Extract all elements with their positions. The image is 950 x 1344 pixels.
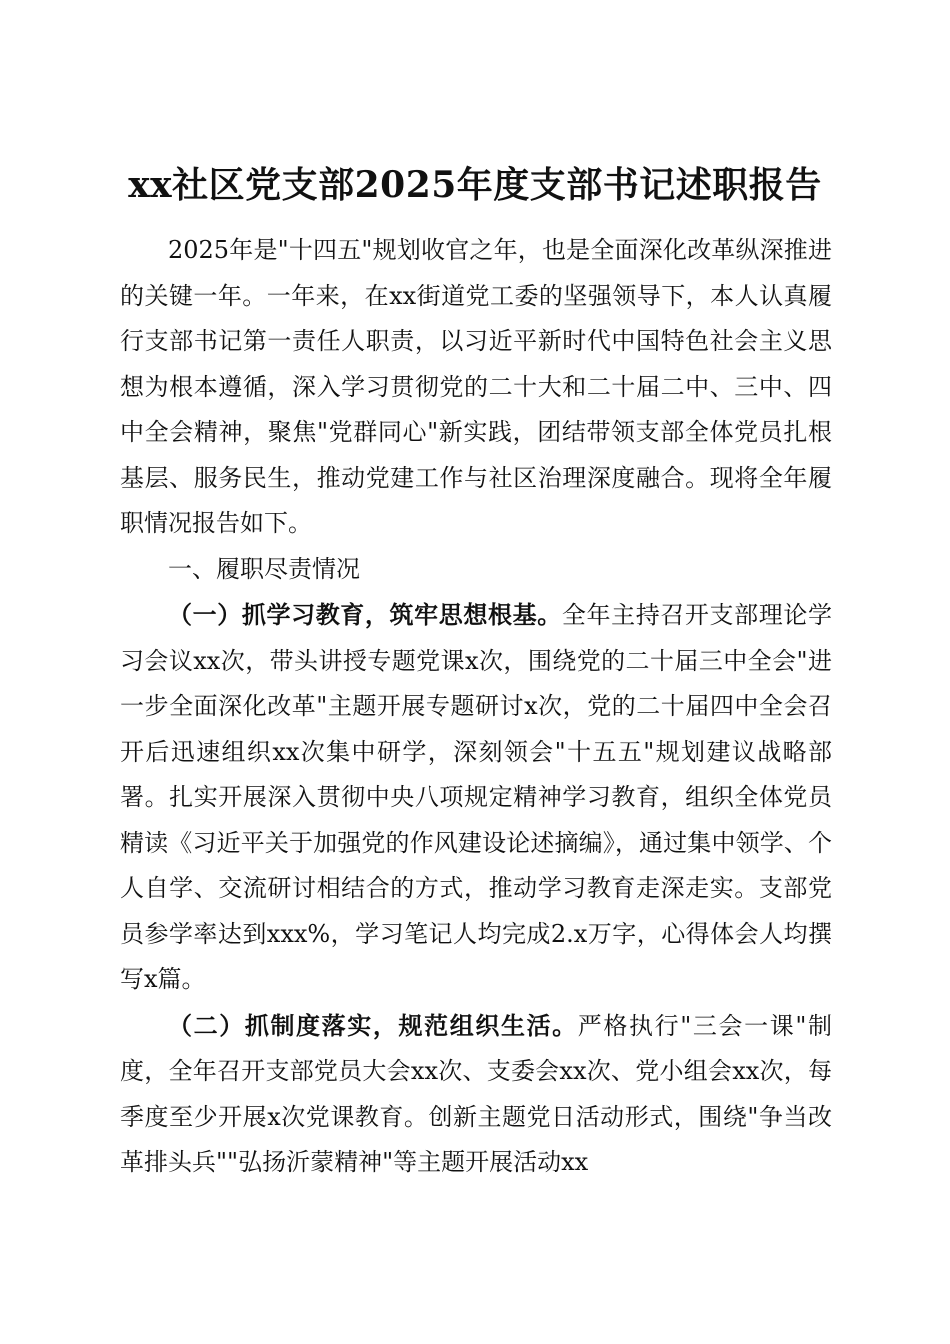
document-title: xx社区党支部2025年度支部书记述职报告: [128, 164, 822, 207]
intro-paragraph: 2025年是"十四五"规划收官之年，也是全面深化改革纵深推进的关键一年。一年来，在xx街道党工委的坚强领导下，本人认真履行支部书记第一责任人职责，以习近平新时代中国特色社会主义思想为根本遵循，深入学习贯彻党的二十大和二十届二中、三中、四中全会精神，聚焦"党群同心"新实践，团结带领支部全体党员扎根基层、服务民生，推动党建工作与社区治理深度融合。现将全年履职情况报告如下。: [120, 236, 832, 537]
item-paragraph-2: [120, 1003, 832, 1186]
section-heading-1: 一、履职尽责情况: [168, 554, 360, 583]
item-text-1: 全年主持召开支部理论学习会议xx次，带头讲授专题党课x次，围绕党的二十届三中全会"进一步全面深化改革"主题开展专题研讨x次，党的二十届四中全会召开后迅速组织xx次集中研学，深刻领会"十五五"规划建议战略部署。扎实开展深入贯彻中央八项规定精神学习教育，组织全体党员精读《习近平关于加强党的作风建设论述摘编》，通过集中领学、个人自学、交流研讨相结合的方式，推动学习教育走深走实。支部党员参学率达到xxx%，学习笔记人均完成2.x万字，心得体会人均撰写x篇。: [120, 601, 833, 993]
item-lead-1: （一）抓学习教育，筑牢思想根基。: [168, 600, 562, 629]
document-body: [120, 228, 832, 1186]
item-paragraph-1: [120, 592, 832, 1003]
item-text-2: 严格执行"三会一课"制度，全年召开支部党员大会xx次、支委会xx次、党小组会xx次，每季度至少开展x次党课教育。创新主题党日活动形式，围绕"争当改革排头兵""弘扬沂蒙精神"等主题开展活动xx: [120, 1011, 832, 1176]
item-lead-2: （二）抓制度落实，规范组织生活。: [168, 1010, 578, 1040]
